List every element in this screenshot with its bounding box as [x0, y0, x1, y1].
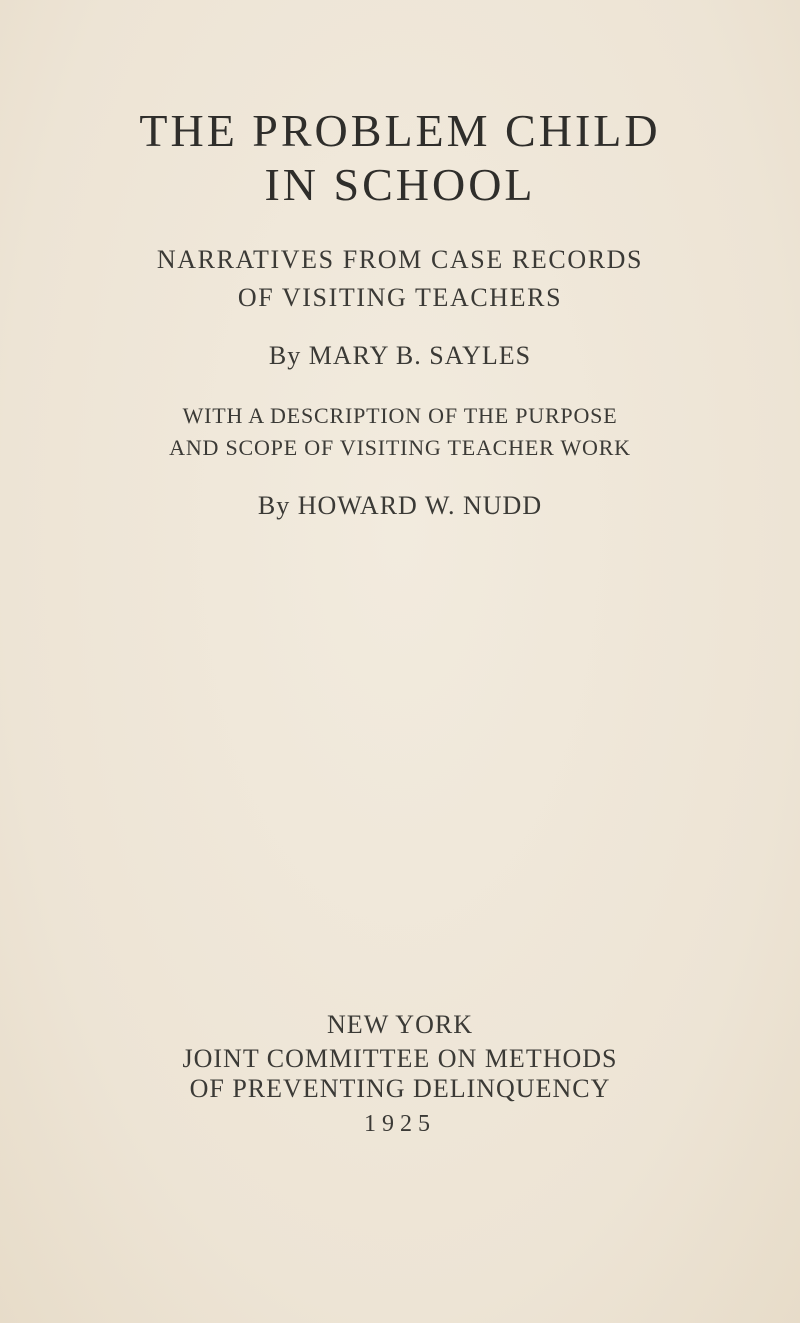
publisher-line-1: JOINT COMMITTEE ON METHODS — [182, 1044, 618, 1073]
publication-year: 1925 — [364, 1111, 436, 1137]
author-howard-nudd: By HOWARD W. NUDD — [257, 491, 543, 520]
book-title-line-1: THE PROBLEM CHILD — [139, 105, 661, 156]
publisher-line-2: OF PREVENTING DELINQUENCY — [189, 1074, 611, 1103]
imprint-place: NEW YORK — [327, 1010, 473, 1039]
author-mary-sayles: By MARY B. SAYLES — [268, 341, 532, 370]
description-line-1: WITH A DESCRIPTION OF THE PURPOSE — [182, 403, 618, 428]
description-line-2: AND SCOPE OF VISITING TEACHER WORK — [169, 435, 631, 460]
subtitle-line-2: OF VISITING TEACHERS — [237, 283, 563, 312]
subtitle-line-1: NARRATIVES FROM CASE RECORDS — [156, 245, 644, 274]
book-title-line-2: IN SCHOOL — [264, 159, 536, 210]
